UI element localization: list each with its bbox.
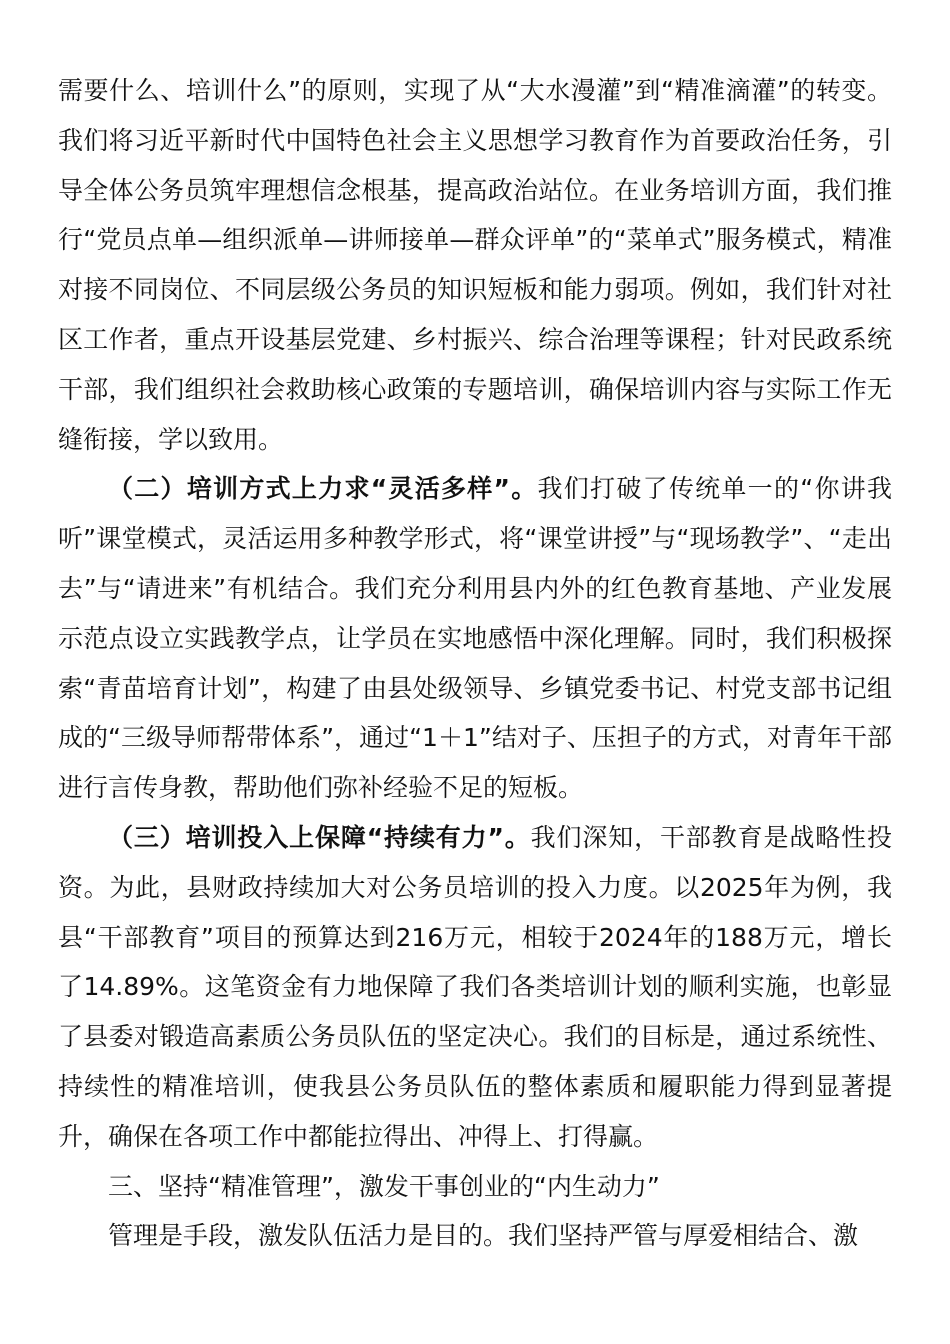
- document-page: [58, 66, 892, 1261]
- paragraph-training-methods-body: 我们打破了传统单一的“你讲我听”课堂模式，灵活运用多种教学形式，将“课堂讲授”与“现场教学”、“走出去”与“请进来”有机结合。我们充分利用县内外的红色教育基地、产业发展示范点设立实践教学点，让学员在实地感悟中深化理解。同时，我们积极探索“青苗培育计划”，构建了由县处级领导、乡镇党委书记、村党支部书记组成的“三级导师帮带体系”，通过“1＋1”结对子、压担子的方式，对青年干部进行言传身教，帮助他们弥补经验不足的短板。: [58, 474, 892, 803]
- section-heading-precise-management: 三、坚持“精准管理”，激发干事创业的“内生动力”: [108, 1171, 660, 1201]
- paragraph-training-investment-body: 我们深知，干部教育是战略性投资。为此，县财政持续加大对公务员培训的投入力度。以2025年为例，我县“干部教育”项目的预算达到216万元，相较于2024年的188万元，增长了14.89%。这笔资金有力地保障了我们各类培训计划的顺利实施，也彰显了县委对锻造高素质公务员队伍的坚定决心。我们的目标是，通过系统性、持续性的精准培训，使我县公务员队伍的整体素质和履职能力得到显著提升，确保在各项工作中都能拉得出、冲得上、打得赢。: [58, 822, 892, 1151]
- paragraph-training-methods: [58, 464, 892, 813]
- paragraph-training-investment: [58, 813, 892, 1162]
- paragraph-training-content: 需要什么、培训什么”的原则，实现了从“大水漫灌”到“精准滴灌”的转变。我们将习近平新时代中国特色社会主义思想学习教育作为首要政治任务，引导全体公务员筑牢理想信念根基，提高政治站位。在业务培训方面，我们推行“党员点单—组织派单—讲师接单—群众评单”的“菜单式”服务模式，精准对接不同岗位、不同层级公务员的知识短板和能力弱项。例如，我们针对社区工作者，重点开设基层党建、乡村振兴、综合治理等课程；针对民政系统干部，我们组织社会救助核心政策的专题培训，确保培训内容与实际工作无缝衔接，学以致用。: [58, 76, 892, 454]
- subheading-training-methods: （二）培训方式上力求“灵活多样”。: [108, 474, 538, 504]
- paragraph-management-intro: 管理是手段，激发队伍活力是目的。我们坚持严管与厚爱相结合、激: [108, 1221, 859, 1251]
- subheading-training-investment: （三）培训投入上保障“持续有力”。: [108, 822, 531, 852]
